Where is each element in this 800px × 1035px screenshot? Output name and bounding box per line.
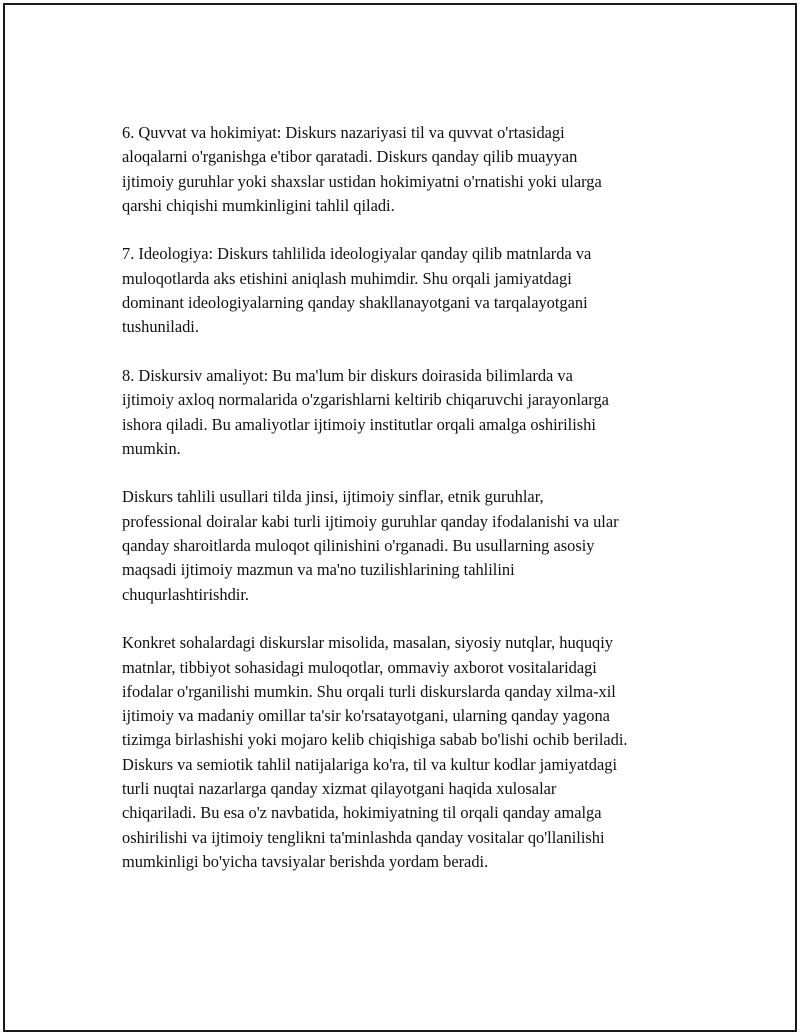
- text-line: mumkinligi bo'yicha tavsiyalar berishda yordam beradi.: [122, 851, 489, 871]
- page-content: [122, 121, 702, 899]
- paragraph-power-and-authority: [122, 121, 702, 218]
- text-line: dominant ideologiyalarning qanday shakllanayotgani va tarqalayotgani: [122, 293, 588, 313]
- text-line: 8. Diskursiv amaliyot: Bu ma'lum bir diskurs doirasida bilimlarda va: [122, 365, 573, 385]
- text-line: professional doiralar kabi turli ijtimoiy guruhlar qanday ifodalanishi va ular: [122, 511, 619, 531]
- paragraph-ideology: [122, 242, 702, 339]
- text-line: ifodalar o'rganilishi mumkin. Shu orqali turli diskurslarda qanday xilma-xil: [122, 681, 616, 701]
- text-line: maqsadi ijtimoiy mazmun va ma'no tuzilishlarining tahlilini: [122, 560, 515, 580]
- text-line: muloqotlarda aks etishini aniqlash muhimdir. Shu orqali jamiyatdagi: [122, 268, 572, 288]
- text-line: Diskurs va semiotik tahlil natijalariga ko'ra, til va kultur kodlar jamiyatdagi: [122, 754, 618, 774]
- text-line: chuqurlashtirishdir.: [122, 584, 250, 604]
- text-line: Diskurs tahlili usullari tilda jinsi, ijtimoiy sinflar, etnik guruhlar,: [122, 487, 544, 507]
- text-line: turli nuqtai nazarlarga qanday xizmat qilayotgani haqida xulosalar: [122, 779, 557, 799]
- text-line: ijtimoiy va madaniy omillar ta'sir ko'rsatayotgani, ularning qanday yagona: [122, 706, 610, 726]
- paragraph-methods: [122, 485, 702, 606]
- paragraph-concrete-domains: [122, 631, 702, 874]
- text-line: qanday sharoitlarda muloqot qilinishini o'rganadi. Bu usullarning asosiy: [122, 536, 595, 556]
- text-line: oshirilishi va ijtimoiy tenglikni ta'minlashda qanday vositalar qo'llanilishi: [122, 827, 605, 847]
- text-line: chiqariladi. Bu esa o'z navbatida, hokimiyatning til orqali qanday amalga: [122, 803, 602, 823]
- text-line: ijtimoiy guruhlar yoki shaxslar ustidan hokimiyatni o'rnatishi yoki ularga: [122, 171, 602, 191]
- text-line: mumkin.: [122, 438, 181, 458]
- text-line: 6. Quvvat va hokimiyat: Diskurs nazariyasi til va quvvat o'rtasidagi: [122, 123, 565, 142]
- text-line: Konkret sohalardagi diskurslar misolida, masalan, siyosiy nutqlar, huquqiy: [122, 633, 613, 653]
- text-line: ijtimoiy axloq normalarida o'zgarishlarni keltirib chiqaruvchi jarayonlarga: [122, 390, 609, 410]
- text-line: matnlar, tibbiyot sohasidagi muloqotlar, ommaviy axborot vositalaridagi: [122, 657, 597, 677]
- text-line: qarshi chiqishi mumkinligini tahlil qiladi.: [122, 195, 395, 215]
- paragraph-discursive-practice: [122, 364, 702, 461]
- text-line: tizimga birlashishi yoki mojaro kelib chiqishiga sabab bo'lishi ochib beriladi.: [122, 730, 628, 750]
- text-line: 7. Ideologiya: Diskurs tahlilida ideologiyalar qanday qilib matnlarda va: [122, 244, 592, 264]
- text-line: ishora qiladi. Bu amaliyotlar ijtimoiy institutlar orqali amalga oshirilishi: [122, 414, 596, 434]
- text-line: tushuniladi.: [122, 317, 199, 337]
- text-line: aloqalarni o'rganishga e'tibor qaratadi. Diskurs qanday qilib muayyan: [122, 147, 578, 167]
- page-frame: [3, 3, 797, 1032]
